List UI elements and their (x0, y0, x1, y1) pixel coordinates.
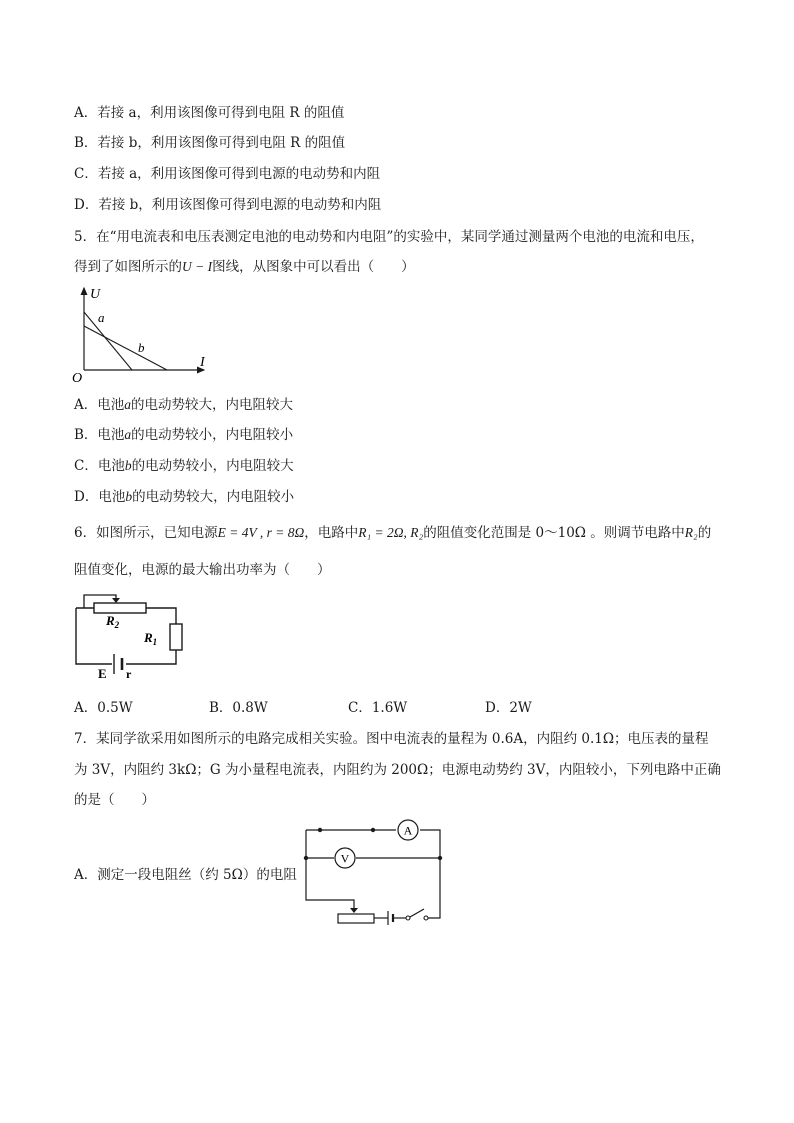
q6-stem-line1: 6．如图所示，已知电源E = 4V , r = 8Ω，电路中R₁ = 2Ω, R₂的阻值变化范围是 0～10Ω 。则调节电路中R₂的 (74, 525, 712, 541)
q7-stem-line3: 的是（ ） (74, 792, 155, 808)
q6-stem-line2: 阻值变化，电源的最大输出功率为（ ） (74, 562, 331, 578)
e-label: E (98, 666, 107, 681)
q4-option-c: C．若接 a，利用该图像可得到电源的电动势和内阻 (74, 166, 381, 182)
q5-ui-graph (70, 284, 220, 384)
q5-option-d: D．电池b的电动势较大，内电阻较小 (74, 489, 295, 505)
q4-option-b: B．若接 b，利用该图像可得到电阻 R 的阻值 (74, 135, 346, 151)
q5-option-c: C．电池b的电动势较小，内电阻较大 (74, 458, 294, 474)
line-a-label: a (98, 310, 105, 325)
q5-option-b: B．电池a的电动势较小，内电阻较小 (74, 427, 294, 443)
q7-option-a: A．测定一段电阻丝（约 5Ω）的电阻 (74, 867, 297, 883)
line-b-label: b (138, 340, 145, 355)
r2-label: $R_2$ (106, 613, 120, 630)
q5-ui-math: U − I (182, 259, 213, 274)
q6-option-b: B．0.8W (209, 700, 268, 716)
q7-stem-line1: 7．某同学欲采用如图所示的电路完成相关实验。图中电流表的量程为 0.6A，内阻约 0.1Ω；电压表的量程 (74, 731, 709, 747)
voltmeter-label: V (340, 851, 350, 866)
switch (406, 916, 410, 920)
q6-circuit (70, 590, 190, 681)
q6-option-d: D．2W (485, 700, 532, 716)
axis-u-label: U (90, 287, 101, 302)
q7-circuit (300, 820, 450, 928)
resistor-r1 (170, 624, 182, 650)
q6-option-c: C．1.6W (348, 700, 408, 716)
rheostat-r2 (94, 603, 146, 613)
r-label: r (126, 667, 132, 681)
axis-i-label: I (200, 355, 205, 370)
line-a (84, 312, 132, 370)
line-b (84, 326, 167, 370)
rheostat (338, 914, 374, 923)
q6-option-a: A．0.5W (74, 700, 133, 716)
q7-stem-line2: 为 3V，内阻约 3kΩ；G 为小量程电流表，内阻约为 200Ω；电源电动势约 3V，内阻较小，下列电路中正确 (74, 762, 721, 778)
ammeter-label: A (403, 823, 413, 838)
q4-option-d: D．若接 b，利用该图像可得到电源的电动势和内阻 (74, 197, 382, 213)
r1-label: $R_1$ (144, 630, 158, 647)
q5-stem-line2: 得到了如图所示的U − I图线，从图象中可以看出（ ） (74, 259, 415, 275)
q4-option-a: A．若接 a，利用该图像可得到电阻 R 的阻值 (74, 105, 345, 121)
origin-label: O (72, 371, 83, 386)
q6-options (74, 696, 734, 714)
q5-stem-line1: 5．在“用电流表和电压表测定电池的电动势和内电阻”的实验中，某同学通过测量两个电池的电流和电压， (74, 229, 704, 245)
q5-option-a: A．电池a的电动势较大，内电阻较大 (74, 397, 293, 413)
